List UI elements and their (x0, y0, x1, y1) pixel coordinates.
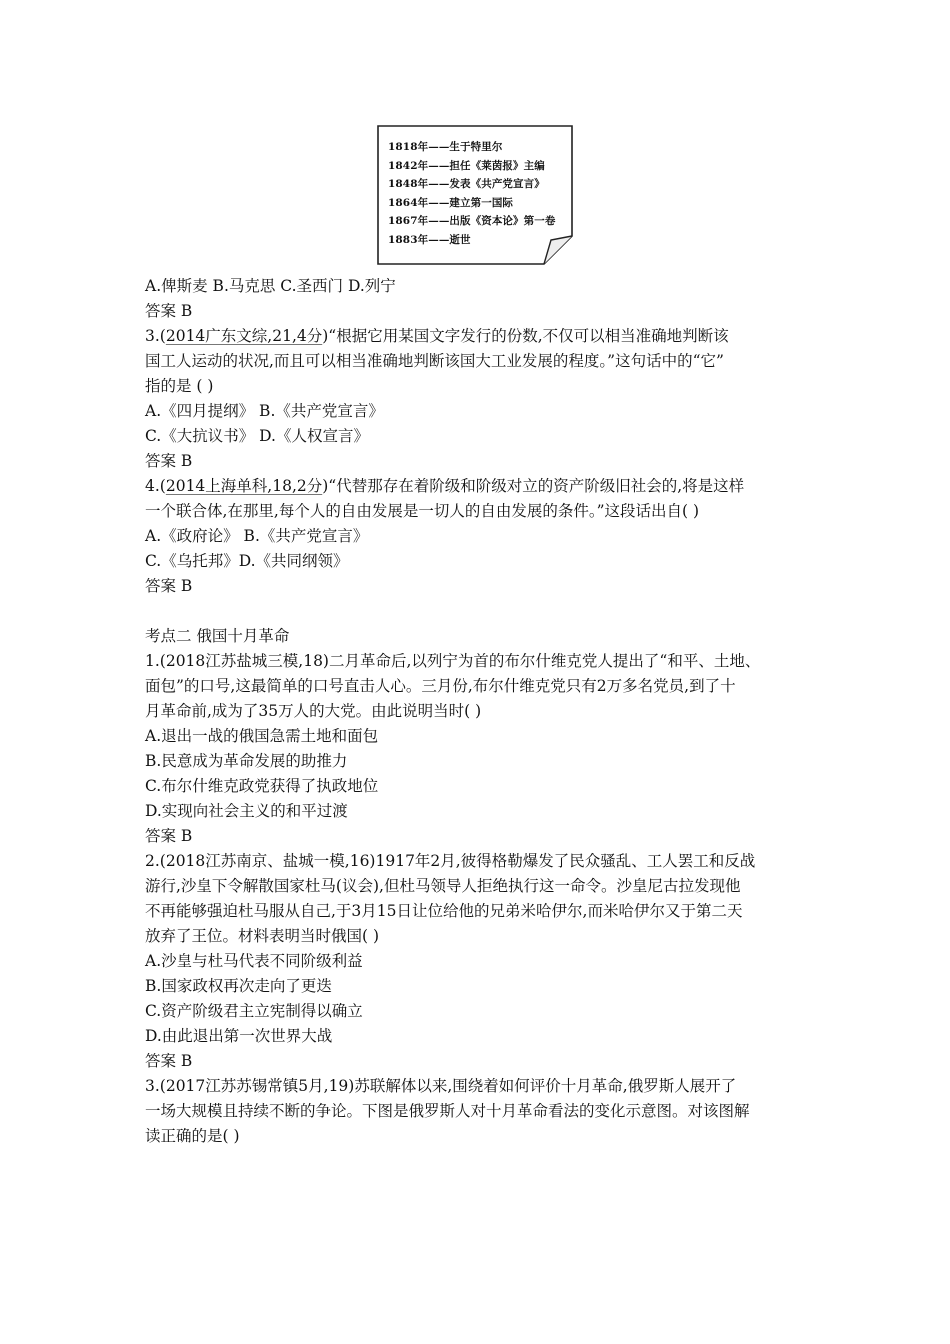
q3-stem-text: )“根据它用某国文字发行的份数,不仅可以相当准确地判断该 (322, 327, 729, 345)
s2-option-c: C.资产阶级君主立宪制得以确立 (145, 1002, 363, 1020)
q3-stem-line2: 国工人运动的状况,而且可以相当准确地判断该国大工业发展的程度。”这句话中的“它” (145, 352, 724, 370)
s1-stem-line3: 月革命前,成为了35万人的大党。由此说明当时( ) (145, 702, 482, 720)
s2-stem-line4: 放弃了王位。材料表明当时俄国( ) (145, 927, 380, 945)
q3-source: 2014广东文综,21,4分 (165, 327, 323, 345)
timeline-line: 1842年——担任《莱茵报》主编 (388, 159, 545, 172)
timeline-line: 1864年——建立第一国际 (388, 196, 514, 209)
s2-stem-line1: 2.(2018江苏南京、盐城一模,16)1917年2月,彼得格勒爆发了民众骚乱、工人罢工和反战 (145, 852, 756, 870)
q2-options: A.俾斯麦 B.马克思 C.圣西门 D.列宁 (145, 277, 396, 295)
q3-stem-line1 (145, 326, 729, 346)
s3-stem-line2: 一场大规模且持续不断的争论。下图是俄罗斯人对十月革命看法的变化示意图。对该图解 (145, 1102, 750, 1120)
timeline-line: 1818年——生于特里尔 (388, 141, 503, 153)
s1-answer: 答案 B (145, 827, 193, 845)
s2-option-d: D.由此退出第一次世界大战 (145, 1027, 333, 1045)
q4-stem-text: )“代替那存在着阶级和阶级对立的资产阶级旧社会的,将是这样 (322, 477, 745, 495)
s1-option-b: B.民意成为革命发展的助推力 (145, 752, 348, 770)
s2-stem-line2: 游行,沙皇下令解散国家杜马(议会),但杜马领导人拒绝执行这一命令。沙皇尼古拉发现他 (145, 877, 741, 895)
timeline-line: 1883年——逝世 (388, 233, 471, 246)
q4-stem-line2: 一个联合体,在那里,每个人的自由发展是一切人的自由发展的条件。”这段话出自( ) (145, 502, 700, 520)
q4-answer: 答案 B (145, 577, 193, 595)
s1-stem-line2: 面包”的口号,这最简单的口号直击人心。三月份,布尔什维克党只有2万多名党员,到了十 (145, 677, 736, 695)
q4-options-ab: A.《政府论》 B.《共产党宣言》 (145, 527, 369, 545)
q2-answer: 答案 B (145, 302, 193, 320)
q3-options-cd: C.《大抗议书》 D.《人权宣言》 (145, 427, 369, 445)
s1-option-d: D.实现向社会主义的和平过渡 (145, 802, 348, 820)
s2-answer: 答案 B (145, 1052, 193, 1070)
s3-stem-line1: 3.(2017江苏苏锡常镇5月,19)苏联解体以来,围绕着如何评价十月革命,俄罗斯人展开了 (145, 1077, 737, 1095)
q4-number: 4.( (145, 477, 166, 495)
q3-answer: 答案 B (145, 452, 193, 470)
s1-stem-line1: 1.(2018江苏盐城三模,18)二月革命后,以列宁为首的布尔什维克党人提出了“和平、土地、 (145, 652, 761, 670)
timeline-note-card (376, 124, 574, 266)
q3-number: 3.( (145, 327, 166, 345)
section-title: 考点二 俄国十月革命 (145, 627, 290, 645)
q4-stem-line1 (145, 476, 744, 496)
s2-option-b: B.国家政权再次走向了更迭 (145, 977, 332, 995)
q3-stem-line3: 指的是 ( ) (145, 377, 214, 395)
s3-stem-line3: 读正确的是( ) (145, 1127, 240, 1145)
s2-stem-line3: 不再能够强迫杜马服从自己,于3月15日让位给他的兄弟米哈伊尔,而米哈伊尔又于第二天 (145, 902, 743, 920)
s1-option-a: A.退出一战的俄国急需土地和面包 (145, 727, 379, 745)
q3-options-ab: A.《四月提纲》 B.《共产党宣言》 (145, 402, 384, 420)
q4-source: 2014上海单科,18,2分 (165, 477, 323, 495)
s1-option-c: C.布尔什维克政党获得了执政地位 (145, 777, 379, 795)
timeline-line: 1867年——出版《资本论》第一卷 (388, 215, 556, 228)
timeline-line: 1848年——发表《共产党宣言》 (388, 178, 545, 191)
s2-option-a: A.沙皇与杜马代表不同阶级利益 (145, 952, 363, 970)
q4-options-cd: C.《乌托邦》D.《共同纲领》 (145, 552, 349, 570)
note-card-lines (388, 138, 555, 250)
